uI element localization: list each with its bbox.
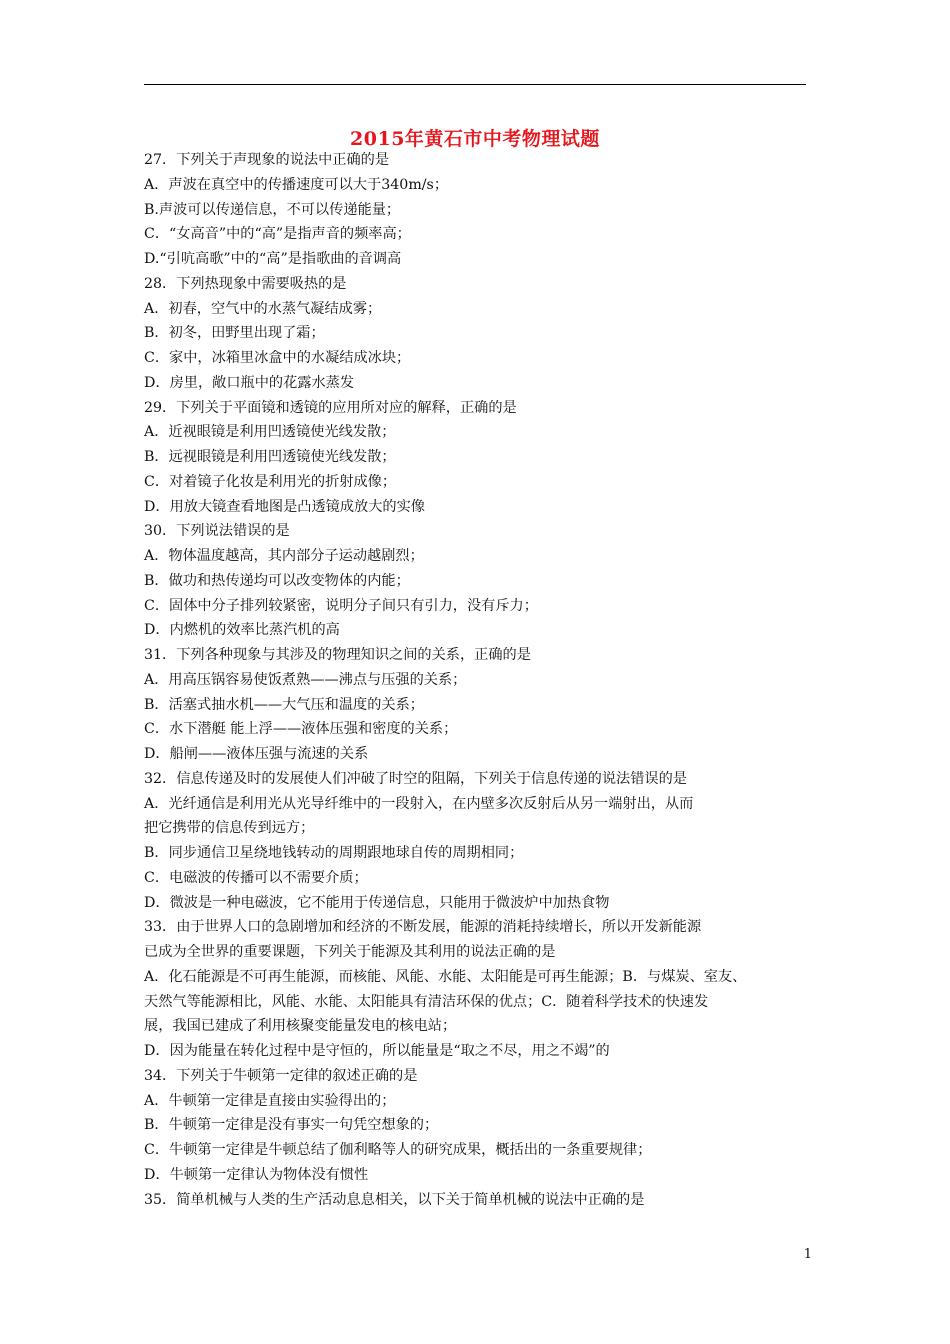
text-line: B．同步通信卫星绕地钱转动的周期跟地球自传的周期相同； [144,845,524,861]
text-line: 已成为全世界的重要课题，下列关于能源及其利用的说法正确的是 [144,944,556,960]
text-line: B．牛顿第一定律是没有事实一句凭空想象的； [144,1117,439,1134]
text-line: A．物体温度越高，其内部分子运动越剧烈； [144,548,424,564]
text-line: A．近视眼镜是利用凹透镜使光线发散； [144,424,396,441]
text-line: C．牛顿第一定律是牛顿总结了伽利略等人的研究成果，概括出的一条重要规律； [144,1142,652,1158]
text-line: D．微波是一种电磁波，它不能用于传递信息，只能用于微波炉中加热食物 [144,894,610,911]
text-line: 33．由于世界人口的急剧增加和经济的不断发展，能源的消耗持续增长，所以开发新能源 [144,919,702,936]
text-line: C．水下潜艇 能上浮——液体压强和密度的关系； [144,721,458,738]
text-line: B.声波可以传递信息，不可以传递能量； [144,201,401,218]
text-line: 29．下列关于平面镜和透镜的应用所对应的解释，正确的是 [144,399,517,416]
document-title: 2015年黄石市中考物理试题 [350,128,600,150]
text-line: 30．下列说法错误的是 [144,523,290,540]
text-line: A．牛顿第一定律是直接由实验得出的； [144,1092,396,1109]
text-line: D．房里，敞口瓶中的花露水蒸发 [144,374,355,391]
text-line: B．远视眼镜是利用凹透镜使光线发散； [144,449,396,465]
text-line: D．因为能量在转化过程中是守恒的，所以能量是“取之不尽，用之不竭”的 [144,1043,610,1059]
text-line: B．做功和热传递均可以改变物体的内能； [144,572,410,589]
question-body [144,148,812,1212]
text-line: D．船闸——液体压强与流速的关系 [144,746,369,762]
header-rule [144,84,806,85]
text-line: A．声波在真空中的传播速度可以大于340m/s； [144,176,449,193]
text-line: C．电磁波的传播可以不需要介质； [144,869,368,886]
text-line: 34．下列关于牛顿第一定律的叙述正确的是 [144,1067,418,1084]
text-line: 天然气等能源相比，风能、水能、太阳能具有清洁环保的优点；C．随着科学技术的快速发 [144,993,709,1010]
text-line: D.“引吭高歌”中的“高”是指歌曲的音调高 [144,251,402,267]
text-line: D．用放大镜查看地图是凸透镜成放大的实像 [144,498,425,515]
page-number: 1 [803,1247,812,1262]
text-line: 35．简单机械与人类的生产活动息息相关，以下关于简单机械的说法中正确的是 [144,1191,645,1208]
text-line: C．固体中分子排列较紧密，说明分子间只有引力，没有斥力； [144,597,538,614]
text-line: A．用高压锅容易使饭煮熟——沸点与压强的关系； [144,671,467,688]
text-line: 28．下列热现象中需要吸热的是 [144,275,347,292]
text-line: C．“女高音”中的“高”是指声音的频率高； [144,226,411,243]
text-line: C．对着镜子化妆是利用光的折射成像； [144,473,397,490]
text-line: D．牛顿第一定律认为物体没有惯性 [144,1166,369,1183]
text-line: B．初冬，田野里出现了霜； [144,325,325,342]
text-line: A．光纤通信是利用光从光导纤维中的一段射入，在内壁多次反射后从另一端射出，从而 [144,795,694,812]
text-line: A．初春，空气中的水蒸气凝结成雾； [144,300,382,317]
text-line: C．家中，冰箱里冰盒中的水凝结成冰块； [144,350,411,366]
text-line: A．化石能源是不可再生能源，而核能、风能、水能、太阳能是可再生能源；B．与煤炭、室友、 [144,968,747,985]
text-line: 展，我国已建成了利用核聚变能量发电的核电站； [144,1018,457,1035]
text-line: 31．下列各种现象与其涉及的物理知识之间的关系，正确的是 [144,647,531,663]
text-line: D．内燃机的效率比蒸汽机的高 [144,622,340,639]
text-line: 27．下列关于声现象的说法中正确的是 [144,152,390,168]
text-line: B．活塞式抽水机——大气压和温度的关系； [144,696,424,713]
text-line: 把它携带的信息传到远方； [144,820,315,837]
text-line: 32．信息传递及时的发展使人们冲破了时空的阻隔，下列关于信息传递的说法错误的是 [144,770,687,787]
